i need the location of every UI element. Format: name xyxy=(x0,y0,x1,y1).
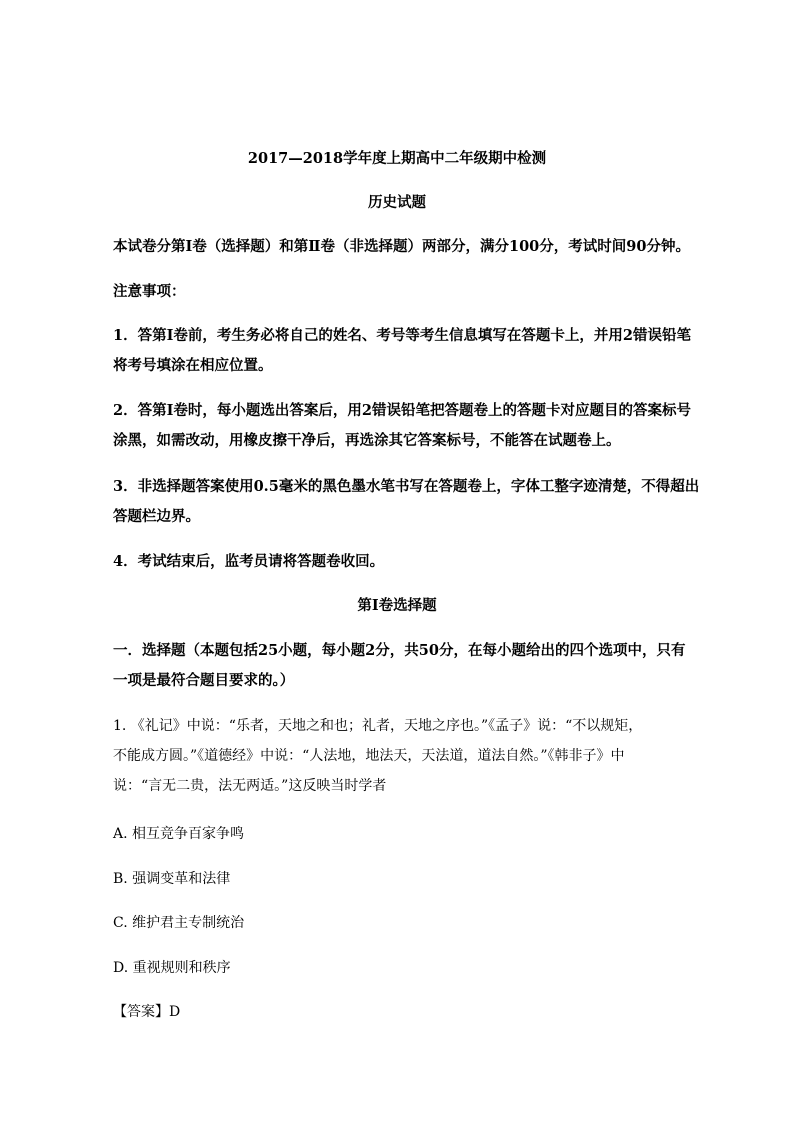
question-1-option-a: A. 相互竞争百家争鸣 xyxy=(113,826,245,842)
intro-text: 本试卷分第Ⅰ卷（选择题）和第Ⅱ卷（非选择题）两部分，满分100分，考试时间90分钟。 xyxy=(113,238,690,255)
section-title: 第Ⅰ卷选择题 xyxy=(357,597,437,614)
question-1-stem-line-2: 不能成方圆。”《道德经》中说：“人法地，地法天，天法道，道法自然。”《韩非子》中 xyxy=(113,748,625,764)
question-1-stem-line-3: 说：“言无二贵，法无两适。”这反映当时学者 xyxy=(113,778,387,794)
note-3-line-2: 答题栏边界。 xyxy=(113,508,200,525)
section-instruction-line-1: 一．选择题（本题包括25小题，每小题2分，共50分，在每小题给出的四个选项中，只有 xyxy=(113,642,686,659)
question-1-answer: 【答案】D xyxy=(113,1004,181,1020)
section-instruction-line-2: 一项是最符合题目要求的。） xyxy=(113,672,295,689)
note-1-line-1: 1．答第Ⅰ卷前，考生务必将自己的姓名、考号等考生信息填写在答题卡上，并用2错误铅笔 xyxy=(113,327,691,344)
question-1-option-c: C. 维护君主专制统治 xyxy=(113,915,245,931)
note-4: 4．考试结束后，监考员请将答题卷收回。 xyxy=(113,553,385,570)
note-3-line-1: 3．非选择题答案使用0.5毫米的黑色墨水笔书写在答题卷上，字体工整字迹清楚，不得超出 xyxy=(113,478,700,495)
note-2-line-2: 涂黑，如需改动，用橡皮擦干净后，再选涂其它答案标号，不能答在试题卷上。 xyxy=(113,432,621,449)
note-1-line-2: 将考号填涂在相应位置。 xyxy=(113,357,273,374)
subject-title: 历史试题 xyxy=(368,194,426,211)
notes-heading: 注意事项： xyxy=(113,283,186,300)
question-1-stem-line-1: 1. 《礼记》中说：“乐者，天地之和也；礼者，天地之序也。”《孟子》说：“不以规矩， xyxy=(113,718,643,734)
note-2-line-1: 2．答第Ⅰ卷时，每小题选出答案后，用2错误铅笔把答题卷上的答题卡对应题目的答案标号 xyxy=(113,402,691,419)
exam-title: 2017—2018学年度上期高中二年级期中检测 xyxy=(247,150,547,167)
question-1-option-d: D. 重视规则和秩序 xyxy=(113,960,231,976)
question-1-option-b: B. 强调变革和法律 xyxy=(113,871,231,887)
